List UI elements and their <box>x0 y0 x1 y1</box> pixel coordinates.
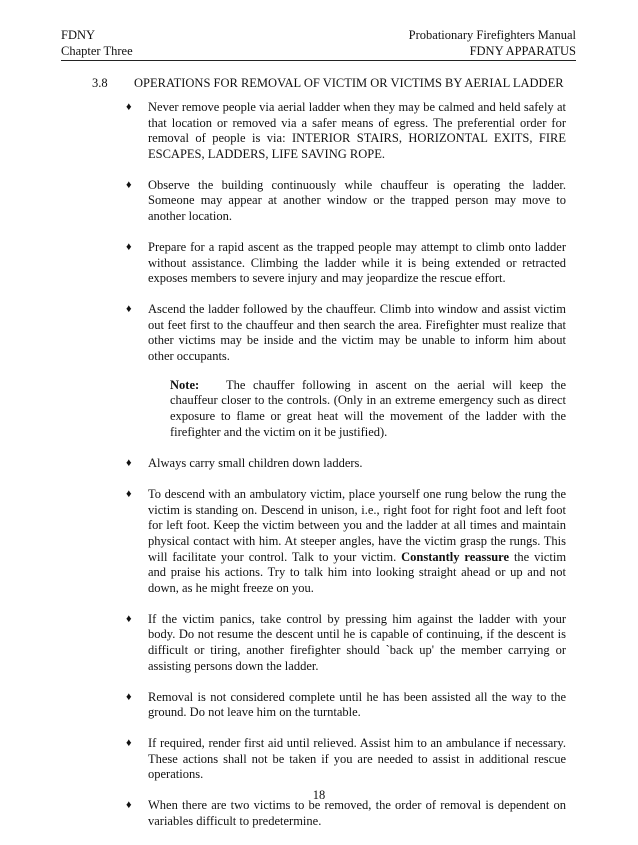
header-chapter: Chapter Three <box>61 44 133 58</box>
header-subject: FDNY APPARATUS <box>469 44 576 58</box>
list-item-text-part: To descend with an ambulatory victim, place yourself one rung below the rung the victim is standing on. Descend in unison, i.e., right foot for right foot and left foot for left foot. Keep the victim between you and the ladder at all times and maintain physical contact with him. At steeper angles, have the victim grasp the rungs. This will facilitate your control. Talk to your victim. <box>148 487 566 564</box>
list-item-text: When there are two victims to be removed, the order of removal is dependent on variables difficult to predetermine. <box>148 798 566 828</box>
list-item-text: If required, render first aid until relieved. Assist him to an ambulance if necessary. These actions shall not be taken if you are needed to assist in additional rescue operations. <box>148 736 566 782</box>
diamond-bullet-icon: ♦ <box>126 178 132 191</box>
header-org: FDNY <box>61 28 96 42</box>
note-block <box>170 378 566 440</box>
list-item <box>126 612 566 674</box>
list-item <box>126 690 566 721</box>
header-rule <box>61 60 576 61</box>
diamond-bullet-icon: ♦ <box>126 488 132 501</box>
page-number: 18 <box>312 788 326 802</box>
diamond-bullet-icon: ♦ <box>126 240 132 253</box>
list-item <box>126 456 566 472</box>
bullet-list <box>126 100 566 845</box>
diamond-bullet-icon: ♦ <box>126 737 132 750</box>
diamond-bullet-icon: ♦ <box>126 799 132 812</box>
list-item <box>126 100 566 162</box>
note-label: Note: <box>170 377 200 392</box>
list-item-text: Prepare for a rapid ascent as the trapped people may attempt to climb onto ladder without assistance. Climbing the ladder while it is being extended or retracted exposes members to severe injury and may jeopardize the rescue effort. <box>148 239 566 286</box>
list-item <box>126 736 566 783</box>
note-text: The chauffer following in ascent on the aerial will keep the chauffeur closer to the controls. (Only in an extreme emergency such as direct exposure to flame or great heat will the movement of the ladder with the firefighter and the victim on it be justified). <box>170 377 566 439</box>
section-title: OPERATIONS FOR REMOVAL OF VICTIM OR VICTIMS BY AERIAL LADDER <box>134 76 564 90</box>
list-item <box>126 487 566 596</box>
diamond-bullet-icon: ♦ <box>126 303 132 316</box>
diamond-bullet-icon: ♦ <box>126 457 132 470</box>
section-number: 3.8 <box>92 76 108 90</box>
list-item-text-tail: the victim and praise his actions. Try to talk him into looking straight ahead or up and not down, as he might freeze on you. <box>148 549 567 595</box>
diamond-bullet-icon: ♦ <box>126 690 132 703</box>
diamond-bullet-icon: ♦ <box>126 612 132 625</box>
list-item <box>126 178 566 225</box>
emphasis-text: Constantly reassure <box>401 549 510 564</box>
list-item-text: Always carry small children down ladders. <box>148 456 363 471</box>
list-item-text: Ascend the ladder followed by the chauffeur. Climb into window and assist victim out feet first to the chauffeur and then search the area. Firefighter must realize that other victims may be inside and the victim may be unable to inform him about other occupants. <box>148 302 566 363</box>
list-item-text: If the victim panics, take control by pressing him against the ladder with your body. Do not resume the descent until he is capable of continuing, if the descent is difficult or tiring, another firefighter should `back up' the member carrying or assisting persons down the ladder. <box>148 611 566 673</box>
page-header <box>61 27 576 59</box>
header-manual: Probationary Firefighters Manual <box>408 28 576 42</box>
list-item-text <box>148 487 566 596</box>
list-item-text: Removal is not considered complete until he has been assisted all the way to the ground. Do not leave him on the turntable. <box>148 689 566 720</box>
list-item <box>126 240 566 287</box>
list-item-text: Observe the building continuously while chauffeur is operating the ladder. Someone may appear at another window or the trapped person may move to another location. <box>148 177 566 223</box>
section-heading <box>92 75 572 91</box>
list-item <box>126 302 566 364</box>
diamond-bullet-icon: ♦ <box>126 101 132 113</box>
list-item-text: Never remove people via aerial ladder when they may be calmed and held safely at that location or removed via a safer means of egress. The preferential order for removal of people is via: INTERIOR STAIRS, HORIZONTAL EXITS, FIRE ESCAPES, LADDERS, LIFE SAVING ROPE. <box>148 100 566 161</box>
